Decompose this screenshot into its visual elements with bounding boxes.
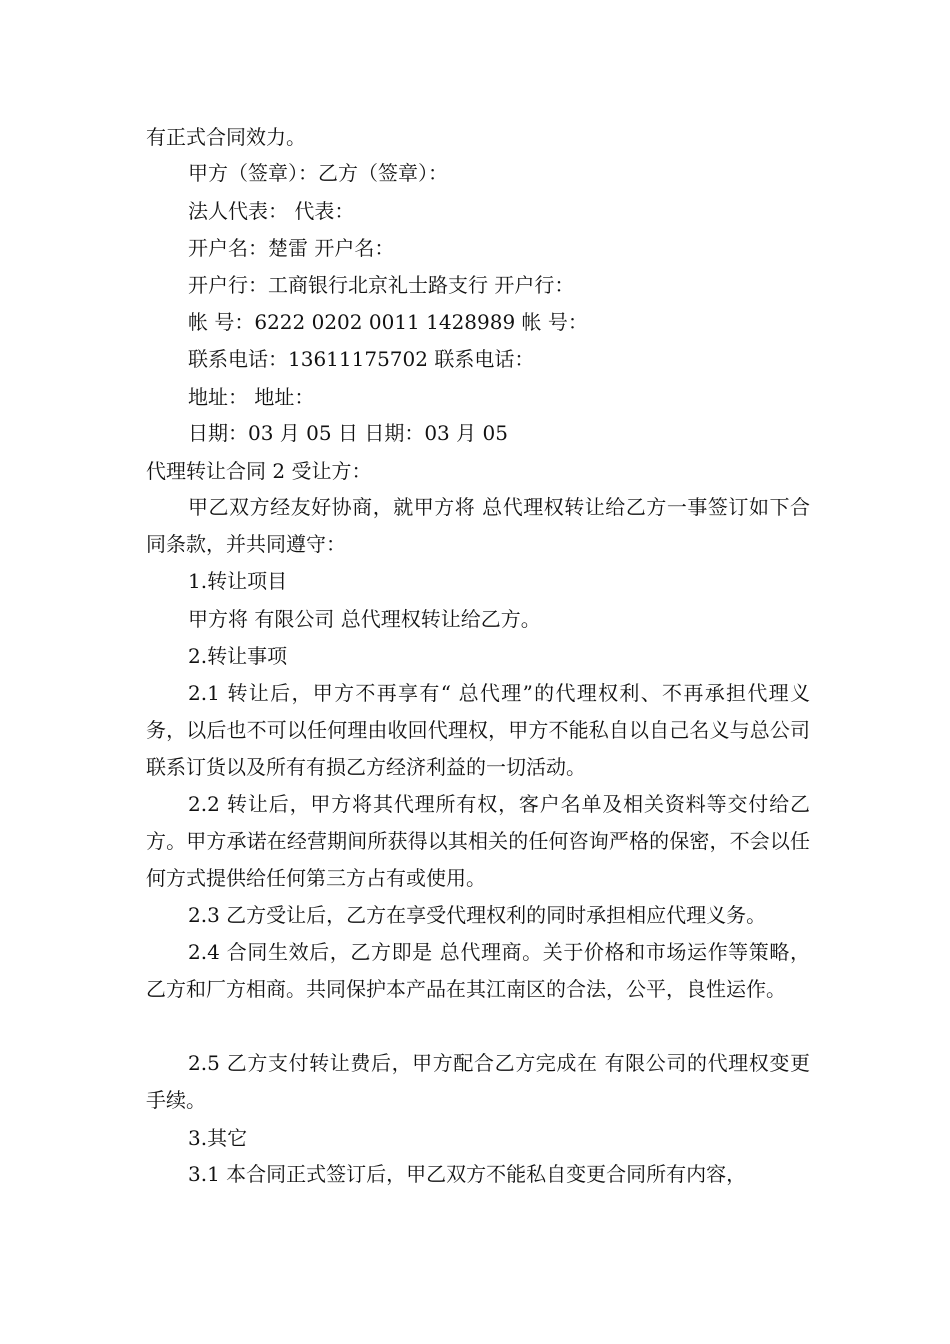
account-name-line: 开户名：楚雷 开户名： [188, 236, 395, 260]
clause-2-4: 2.4 合同生效后，乙方即是 总代理商。关于价格和市场运作等策略，乙方和厂方相商。共同保护本产品在其江南区的合法，公平，良性运作。 [146, 940, 810, 1001]
clause-2-2: 2.2 转让后，甲方将其代理所有权，客户名单及相关资料等交付给乙方。甲方承诺在经营期间所获得以其相关的任何咨询严格的保密，不会以任何方式提供给任何第三方占有或使用。 [146, 792, 810, 890]
section-1-text: 甲方将 有限公司 总代理权转让给乙方。 [188, 607, 541, 631]
phone-line: 联系电话：13611175702 联系电话： [188, 347, 535, 371]
clause-2-3: 2.3 乙方受让后，乙方在享受代理权利的同时承担相应代理义务。 [188, 903, 767, 927]
intro-paragraph: 甲乙双方经友好协商，就甲方将 总代理权转让给乙方一事签订如下合同条款，并共同遵守： [146, 495, 810, 556]
section-2-heading: 2.转让事项 [188, 644, 288, 668]
date-line: 日期：03 月 05 日 日期：03 月 05 [188, 421, 508, 445]
contract-validity-line: 有正式合同效力。 [146, 125, 306, 149]
contract-title-line: 代理转让合同 2 受让方： [146, 459, 372, 483]
address-line: 地址： 地址： [188, 385, 315, 409]
section-3-heading: 3.其它 [188, 1126, 248, 1150]
section-1-heading: 1.转让项目 [188, 569, 288, 593]
signature-line: 甲方（签章）：乙方（签章）： [188, 161, 448, 185]
bank-line: 开户行：工商银行北京礼士路支行 开户行： [188, 273, 575, 297]
clause-3-1: 3.1 本合同正式签订后，甲乙双方不能私自变更合同所有内容， [188, 1162, 747, 1186]
legal-representative-line: 法人代表： 代表： [188, 199, 355, 223]
clause-2-1: 2.1 转让后，甲方不再享有“ 总代理”的代理权利、不再承担代理义务，以后也不可以任何理由收回代理权，甲方不能私自以自己名义与总公司联系订货以及所有有损乙方经济利益的一切活动。 [146, 681, 810, 779]
account-number-line: 帐 号：6222 0202 0011 1428989 帐 号： [188, 310, 588, 334]
clause-2-5: 2.5 乙方支付转让费后，甲方配合乙方完成在 有限公司的代理权变更手续。 [146, 1051, 810, 1112]
